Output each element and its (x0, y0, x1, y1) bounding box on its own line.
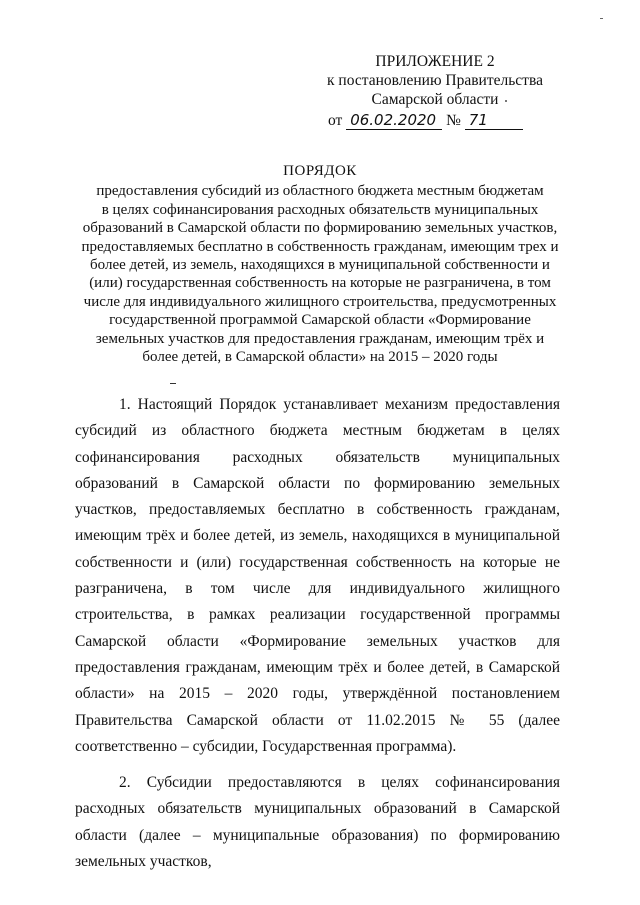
subtitle-line: более детей, из земель, находящихся в муниципальной собственности и (90, 257, 550, 274)
appendix-region: Самарской области (371, 91, 499, 108)
subtitle-line: в целях софинансирования расходных обязательств муниципальных (101, 201, 539, 218)
subtitle-line: образований в Самарской области по формированию земельных участков, (82, 220, 558, 237)
handwritten-date: 06.02.2020 (346, 112, 442, 130)
number-label: № (446, 112, 461, 129)
subtitle-line: предоставления субсидий из областного бюджета местным бюджетам (96, 183, 544, 200)
document-title-block (60, 162, 580, 366)
appendix-reference: к постановлению Правительства (327, 72, 543, 89)
subtitle-line: государственной программой Самарской области «Формирование (109, 312, 531, 329)
subtitle-line: предоставляемых бесплатно в собственность гражданам, имеющим трех и (81, 238, 559, 255)
paragraph-1: 1. Настоящий Порядок устанавливает механизм предоставления субсидий из областного бюджета местным бюджетам в целях софинансирования расходных обязательств муниципальных образований в Самарской области по формированию земельных участков, предоставляемых бесплатно в собственность гражданам, имеющим трёх и более детей, из земель, находящихся в муниципальной собственности и (или) государственная собственность на которые не разграничена, в том числе для индивидуального жилищного строительства, в рамках реализации государственной программы Самарской области «Формирование земельных участков для предоставления гражданам, имеющим трёх и более детей, в Самарской области» на 2015 – 2020 годы, утверждённой постановлением Правительства Самарской области от 11.02.2015 № 55 (далее соответственно – субсидии, Государственная программа). (75, 396, 560, 755)
document-heading: ПОРЯДОК (283, 163, 357, 179)
subtitle-line: более детей, в Самарской области» на 2015 – 2020 годы (142, 349, 498, 366)
document-body (75, 392, 560, 875)
appendix-date-number-row (320, 111, 550, 130)
subtitle-line: числе для индивидуального жилищного строительства, предусмотренных (83, 293, 557, 310)
handwritten-number: 71 (465, 112, 523, 130)
from-label: от (328, 112, 343, 129)
subtitle-line: (или) государственная собственность на которые не разграничена, в том (89, 275, 551, 292)
scan-dot (505, 100, 507, 102)
appendix-title: ПРИЛОЖЕНИЕ 2 (375, 53, 495, 70)
appendix-header (320, 52, 550, 130)
subtitle-line: земельных участков для предоставления гражданам, имеющим трёх и (95, 330, 545, 347)
paragraph-2: 2. Субсидии предоставляются в целях софинансирования расходных обязательств муниципальных образований в Самарской области (далее – муниципальные образования) по формированию земельных участков, (75, 774, 560, 871)
scan-tick (170, 383, 176, 384)
scan-artifact (600, 18, 603, 19)
